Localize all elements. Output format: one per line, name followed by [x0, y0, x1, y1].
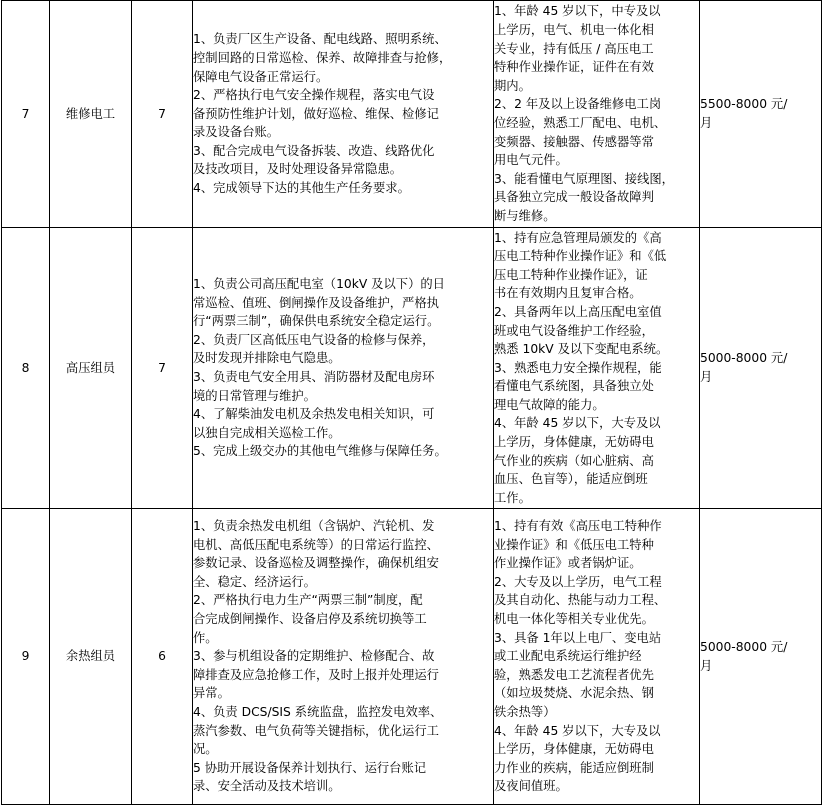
duty-line: 及技改项目，及时处理设备异常隐患。 [193, 162, 403, 177]
requirement-line: （如垃圾焚烧、水泥余热、钢 [494, 686, 654, 701]
duty-line: 5 协助开展设备保养计划执行、运行台账记 [193, 760, 427, 775]
requirement-line: 力作业的疾病，能适应倒班制 [494, 760, 654, 775]
headcount: 6 [132, 509, 193, 805]
requirement-line: 上学历，身体健康，无妨碍电 [494, 742, 654, 757]
duty-line: 4、负责 DCS/SIS 系统监盘，监控发电效率、 [193, 704, 443, 719]
requirement-line: 气作业的疾病（如心脏病、高 [494, 453, 654, 468]
requirement-line: 2、大专及以上学历，电气工程 [494, 574, 662, 589]
requirement-line: 2、2 年及以上设备维修电工岗 [494, 97, 662, 112]
requirement-line: 上学历，身体健康，无妨碍电 [494, 435, 654, 450]
requirement-line: 1、年龄 45 岁以下，中专及以 [494, 4, 661, 19]
requirement-line: 班或电气设备维护工作经验， [494, 323, 654, 338]
position-name: 维修电工 [50, 1, 132, 228]
requirement-line: 理电气故障的能力。 [494, 397, 605, 412]
duty-line: 3、配合完成电气设备拆装、改造、线路优化 [193, 143, 435, 158]
duty-line: 录、安全活动及技术培训。 [193, 779, 341, 794]
salary-cell [700, 1, 822, 228]
salary-line: 月 [700, 370, 713, 384]
requirement-line: 或工业配电系统运行维护经 [494, 649, 642, 664]
duty-line: 4、完成领导下达的其他生产任务要求。 [193, 181, 410, 196]
requirements-cell [494, 228, 700, 509]
duty-line: 作。 [193, 630, 218, 645]
salary-line: 月 [700, 658, 713, 673]
requirements-cell [494, 1, 700, 228]
salary-cell [700, 228, 822, 509]
duty-line: 2、负责厂区高低压电气设备的检修与保养， [193, 332, 435, 347]
requirement-line: 工作。 [494, 490, 531, 505]
requirement-line: 用电气元件。 [494, 153, 568, 168]
duty-line: 及时发现并排除电气隐患。 [193, 351, 341, 366]
requirement-line: 断与维修。 [494, 208, 556, 223]
row-index: 9 [2, 509, 50, 805]
duty-line: 1、负责余热发电机组（含锅炉、汽轮机、发 [193, 519, 435, 534]
duty-line: 2、严格执行电气安全操作规程，落实电气设 [193, 88, 435, 103]
duty-line: 行“两票三制”，确保供电系统安全稳定运行。 [193, 314, 440, 329]
requirement-line: 3、熟悉电力安全操作规程，能 [494, 360, 662, 375]
duty-line: 异常。 [193, 686, 230, 701]
row-index: 8 [2, 228, 50, 509]
headcount: 7 [132, 1, 193, 228]
requirement-line: 4、年龄 45 岁以下，大专及以 [494, 723, 661, 738]
duty-line: 2、严格执行电力生产“两票三制”制度，配 [193, 593, 423, 608]
requirement-line: 压电工特种作业操作证》，证 [494, 267, 648, 282]
duty-line: 4、了解柴油发电机及余热发电相关知识，可 [193, 407, 435, 422]
position-name: 余热组员 [50, 509, 132, 805]
requirement-line: 关专业，持有低压 / 高压电工 [494, 41, 654, 56]
requirement-line: 2、具备两年以上高压配电室值 [494, 304, 662, 319]
duty-line: 保障电气设备正常运行。 [193, 69, 329, 84]
requirement-line: 业操作证》和《低压电工特种 [494, 537, 654, 552]
requirement-line: 验，熟悉发电工艺流程者优先 [494, 667, 654, 682]
duty-line: 3、负责电气安全用具、消防器材及配电房环 [193, 370, 435, 384]
duties-cell [193, 509, 494, 805]
duty-line: 录及设备台账。 [193, 125, 280, 140]
requirement-line: 机电一体化等相关专业优先。 [494, 612, 654, 627]
requirement-line: 铁余热等） [494, 704, 556, 719]
requirement-line: 血压、色盲等），能适应倒班 [494, 472, 648, 487]
row-index: 7 [2, 1, 50, 228]
duty-line: 况。 [193, 742, 218, 757]
duty-line: 1、负责公司高压配电室（10kV 及以下）的日 [193, 277, 445, 292]
duty-line: 境的日常管理与维护。 [193, 388, 316, 403]
requirement-line: 4、年龄 45 岁以下，大专及以 [494, 416, 661, 431]
salary-line: 5000-8000 元/ [700, 639, 788, 654]
headcount: 7 [132, 228, 193, 509]
duty-line: 备预防性维护计划，做好巡检、维保、检修记 [193, 106, 439, 121]
requirement-line: 1、持有应急管理局颁发的《高 [494, 230, 662, 245]
requirement-line: 3、能看懂电气原理图、接线图， [494, 171, 674, 186]
table-row [2, 228, 822, 509]
duty-line: 3、参与机组设备的定期维护、检修配合、故 [193, 649, 435, 664]
table-row [2, 1, 822, 228]
requirement-line: 具备独立完成一般设备故障判 [494, 190, 654, 205]
salary-cell [700, 509, 822, 805]
table-row [2, 509, 822, 805]
job-table [1, 0, 822, 805]
duty-line: 合完成倒闸操作、设备启停及系统切换等工 [193, 612, 427, 627]
requirement-line: 熟悉 10kV 及以下变配电系统。 [494, 342, 669, 357]
requirement-line: 及夜间值班。 [494, 779, 568, 794]
duties-cell [193, 228, 494, 509]
duty-line: 全、稳定、经济运行。 [193, 574, 316, 589]
requirement-line: 书在有效期内且复审合格。 [494, 286, 642, 301]
duty-line: 电机、高低压配电系统等）的日常运行监控、 [193, 537, 439, 552]
requirement-line: 变频器、接触器、传感器等常 [494, 134, 654, 149]
requirement-line: 期内。 [494, 78, 531, 93]
duty-line: 5、完成上级交办的其他电气维修与保障任务。 [193, 444, 447, 459]
duty-line: 控制回路的日常巡检、保养、故障排查与抢修， [193, 50, 452, 65]
duty-line: 以独自完成相关巡检工作。 [193, 425, 341, 440]
requirement-line: 看懂电气系统图，具备独立处 [494, 379, 654, 394]
requirement-line: 位经验，熟悉工厂配电、电机、 [494, 116, 667, 130]
requirements-cell [494, 509, 700, 805]
requirement-line: 及其自动化、热能与动力工程、 [494, 593, 667, 608]
salary-line: 5500-8000 元/ [700, 97, 788, 112]
duty-line: 障排查及应急抢修工作，及时上报并处理运行 [193, 667, 439, 682]
duties-cell [193, 1, 494, 228]
duty-line: 蒸汽参数、电气负荷等关键指标，优化运行工 [193, 723, 439, 738]
requirement-line: 上学历，电气、机电一体化相 [494, 23, 654, 38]
position-name: 高压组员 [50, 228, 132, 509]
requirement-line: 3、具备 1年以上电厂、变电站 [494, 630, 662, 645]
requirement-line: 1、持有有效《高压电工特种作 [494, 519, 662, 534]
duty-line: 常巡检、值班、倒闸操作及设备维护，严格执 [193, 295, 439, 310]
duty-line: 参数记录、设备巡检及调整操作，确保机组安 [193, 556, 439, 571]
requirement-line: 特种作业操作证，证件在有效 [494, 60, 654, 75]
requirement-line: 作业操作证》或者锅炉证。 [494, 556, 642, 571]
salary-line: 5000-8000 元/ [700, 351, 788, 366]
requirement-line: 压电工特种作业操作证》和《低 [494, 249, 667, 264]
salary-line: 月 [700, 116, 713, 130]
duty-line: 1、负责厂区生产设备、配电线路、照明系统、 [193, 32, 447, 47]
